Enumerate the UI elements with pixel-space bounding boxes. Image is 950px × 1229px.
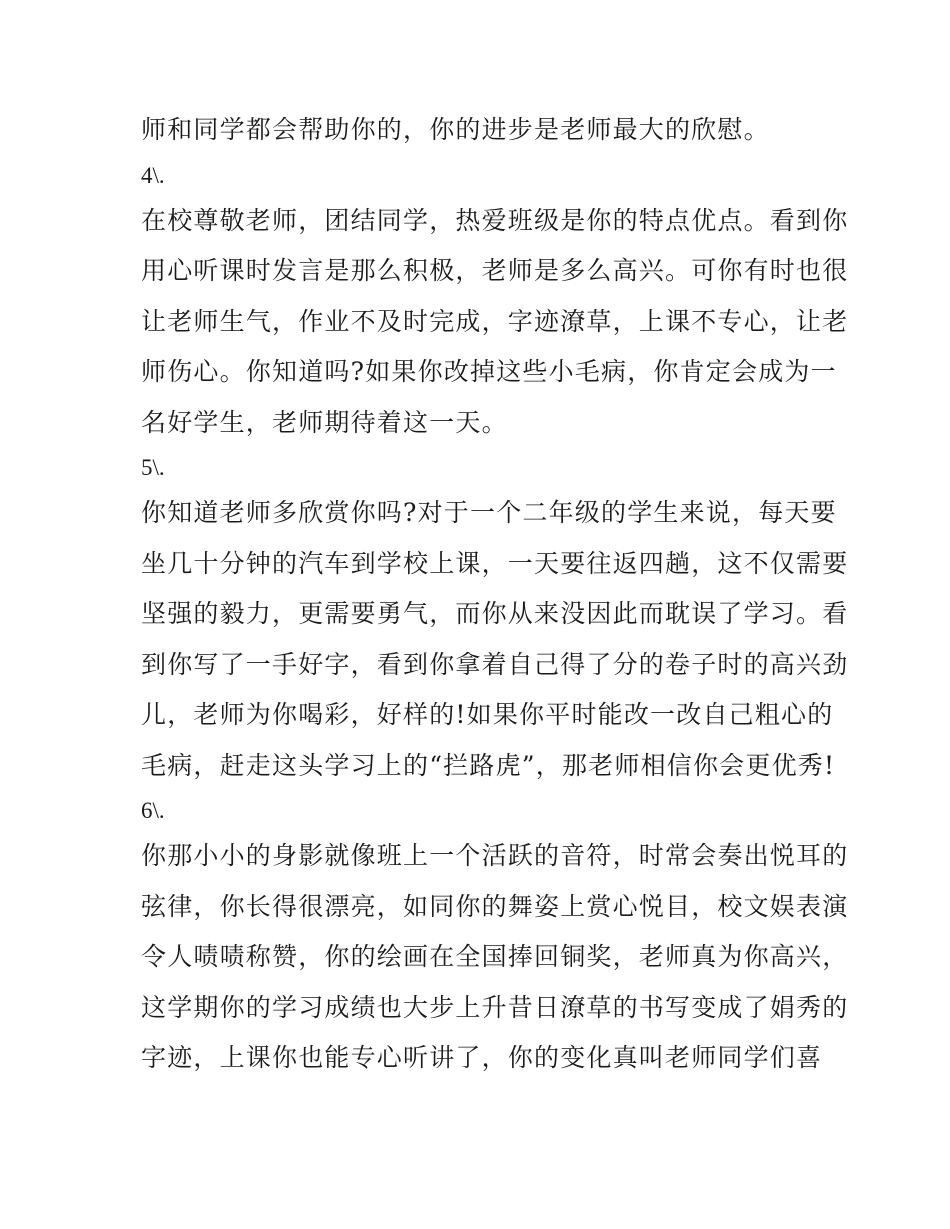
item-number: 5\.: [141, 455, 165, 480]
text-line: 你那小小的身影就像班上一个活跃的音符，时常会奏出悦耳的: [141, 841, 849, 870]
document-body: [141, 108, 849, 1087]
text-line: 你知道老师多欣赏你吗?对于一个二年级的学生来说，每天要: [141, 498, 837, 527]
text-line: 坚强的毅力，更需要勇气，而你从来没因此而耽误了学习。看: [141, 599, 849, 628]
item-number: 6\.: [141, 798, 165, 823]
text-line: 坐几十分钟的汽车到学校上课，一天要往返四趟，这不仅需要: [141, 548, 849, 578]
text-line: 名好学生，老师期待着这一天。: [141, 407, 508, 437]
text-line: 在校尊敬老师，团结同学，热爱班级是你的特点优点。看到你: [141, 205, 849, 235]
text-line: 令人啧啧称赞，你的绘画在全国捧回铜奖，老师真为你高兴，: [141, 942, 849, 971]
text-line: 儿，老师为你喝彩，好样的!如果你平时能改一改自己粗心的: [141, 700, 834, 729]
item-number: 4\.: [141, 162, 165, 188]
text-line: 让老师生气，作业不及时完成，字迹潦草，上课不专心，让老: [141, 306, 849, 336]
text-line: 到你写了一手好字，看到你拿着自己得了分的卷子时的高兴劲: [141, 649, 849, 679]
text-line: 弦律，你长得很漂亮，如同你的舞姿上赏心悦目，校文娱表演: [141, 891, 849, 921]
text-line: 师和同学都会帮助你的，你的进步是老师最大的欣慰。: [141, 115, 770, 144]
text-line: 用心听课时发言是那么积极，老师是多么高兴。可你有时也很: [141, 256, 849, 285]
text-line: 师伤心。你知道吗?如果你改掉这些小毛病，你肯定会成为一: [141, 357, 837, 386]
text-line: 字迹，上课你也能专心听讲了，你的变化真叫老师同学们喜: [141, 1043, 823, 1072]
text-line: 这学期你的学习成绩也大步上升昔日潦草的书写变成了娟秀的: [141, 992, 849, 1022]
text-line: 毛病，赶走这头学习上的“拦路虎”，那老师相信你会更优秀!: [141, 750, 836, 780]
